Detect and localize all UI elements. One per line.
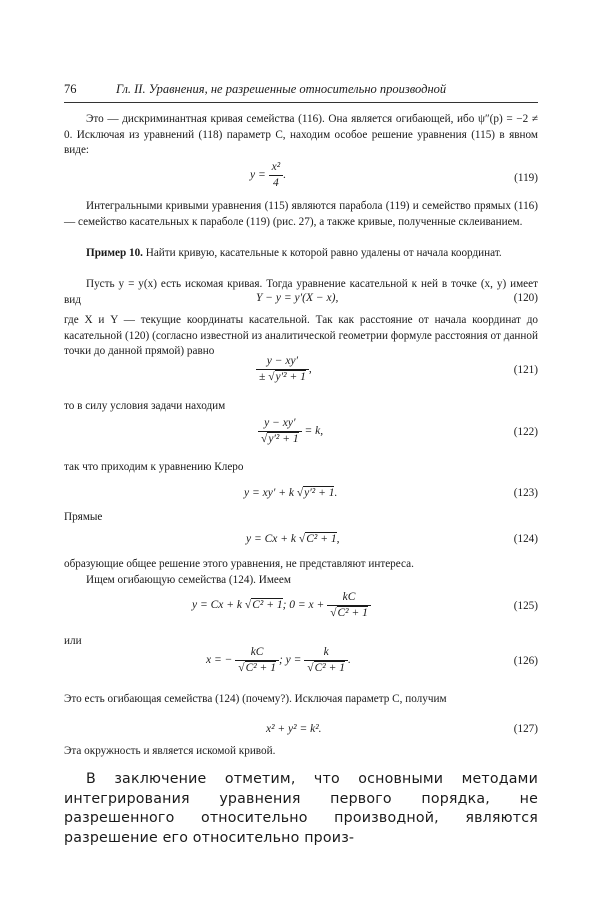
equation-124: y = Cx + k √C² + 1, (124) (246, 533, 538, 545)
equation-121: $\frac{y - xy'}{\text{± √y′² + 1}}$ , (121) (64, 354, 538, 394)
equation-123: y = xy′ + k √y′² + 1. (123) (244, 487, 538, 499)
paragraph-envelope: Это есть огибающая семейства (124) (почему?). Исключая параметр C, получим (64, 693, 447, 705)
general-solution-line: образующие общее решение этого уравнения, не представляют интереса. (64, 558, 414, 570)
equation-number: (119) (514, 172, 538, 184)
paragraph-circle: Эта окружность и является искомой кривой. (64, 745, 276, 757)
paragraph-lines: Прямые (64, 511, 103, 523)
running-header (64, 80, 538, 103)
example-text: Найти кривую, касательные к которой равно удалены от начала координат. (145, 247, 502, 259)
equation-125: y = Cx + k √C² + 1; 0 = x + $\frac{kC}{\text{√C² + 1}}$ (125) (192, 591, 538, 619)
equation-120: Y − y = y′(X − x), (120) (256, 292, 538, 304)
paragraph-condition: то в силу условия задачи находим (64, 400, 226, 412)
paragraph-clairaut: так что приходим к уравнению Клеро (64, 461, 244, 473)
paragraph-integral-curves: Интегральными кривыми уравнения (115) являются парабола (119) и семейство прямых (116) — семейство касательных к параболе (119) (рис. 27), а также кривые, полученные склеиванием. (64, 200, 538, 228)
equation-122: $\frac{y - xy'}{\text{√y′² + 1}}$ = k, (122) (64, 416, 538, 456)
paragraph-discriminant: Это — дискриминантная кривая семейства (116). Она является огибающей, ибо ψ″(p) = −2 ≠ 0. Исключая из уравнений (118) параметр C, находим особое решение уравнения (115) в явном виде: (64, 113, 538, 157)
paragraph-distance: где X и Y — текущие координаты касательной. Так как расстояние от начала координат до касательной (120) (согласно известной из аналитической геометрии формуле расстояния от данной точки до данной прямой) равно (64, 314, 538, 358)
running-title: Гл. II. Уравнения, не разрешенные относительно производной (116, 82, 447, 96)
envelope-line: Ищем огибающую семейства (124). Имеем (86, 573, 291, 586)
paragraph-conclusion: В заключение отметим, что основными методами интегрирования уравнения первого порядка, не разрешенного относительно производной, являются разрешение его относительно произ- (64, 771, 538, 846)
paragraph-general-solution (64, 557, 538, 588)
equation-119: y = $\frac{\text{x²}}{4}$ . (119) (250, 161, 538, 189)
paragraph-tangent: Пусть y = y(x) есть искомая кривая. Тогда уравнение касательной к ней в точке (x, y) имеет вид (64, 278, 538, 306)
paragraph-example-10 (64, 246, 538, 262)
paragraph-or: или (64, 635, 82, 647)
example-label: Пример 10. (86, 247, 143, 259)
equation-126: x = − $\frac{kC}{\text{√C² + 1}}$ ; y = $\frac{k}{\text{√C² + 1}}$ . (126) (206, 646, 538, 674)
equation-127: x² + y² = k². (127) (266, 723, 538, 735)
page-number: 76 (64, 82, 77, 96)
